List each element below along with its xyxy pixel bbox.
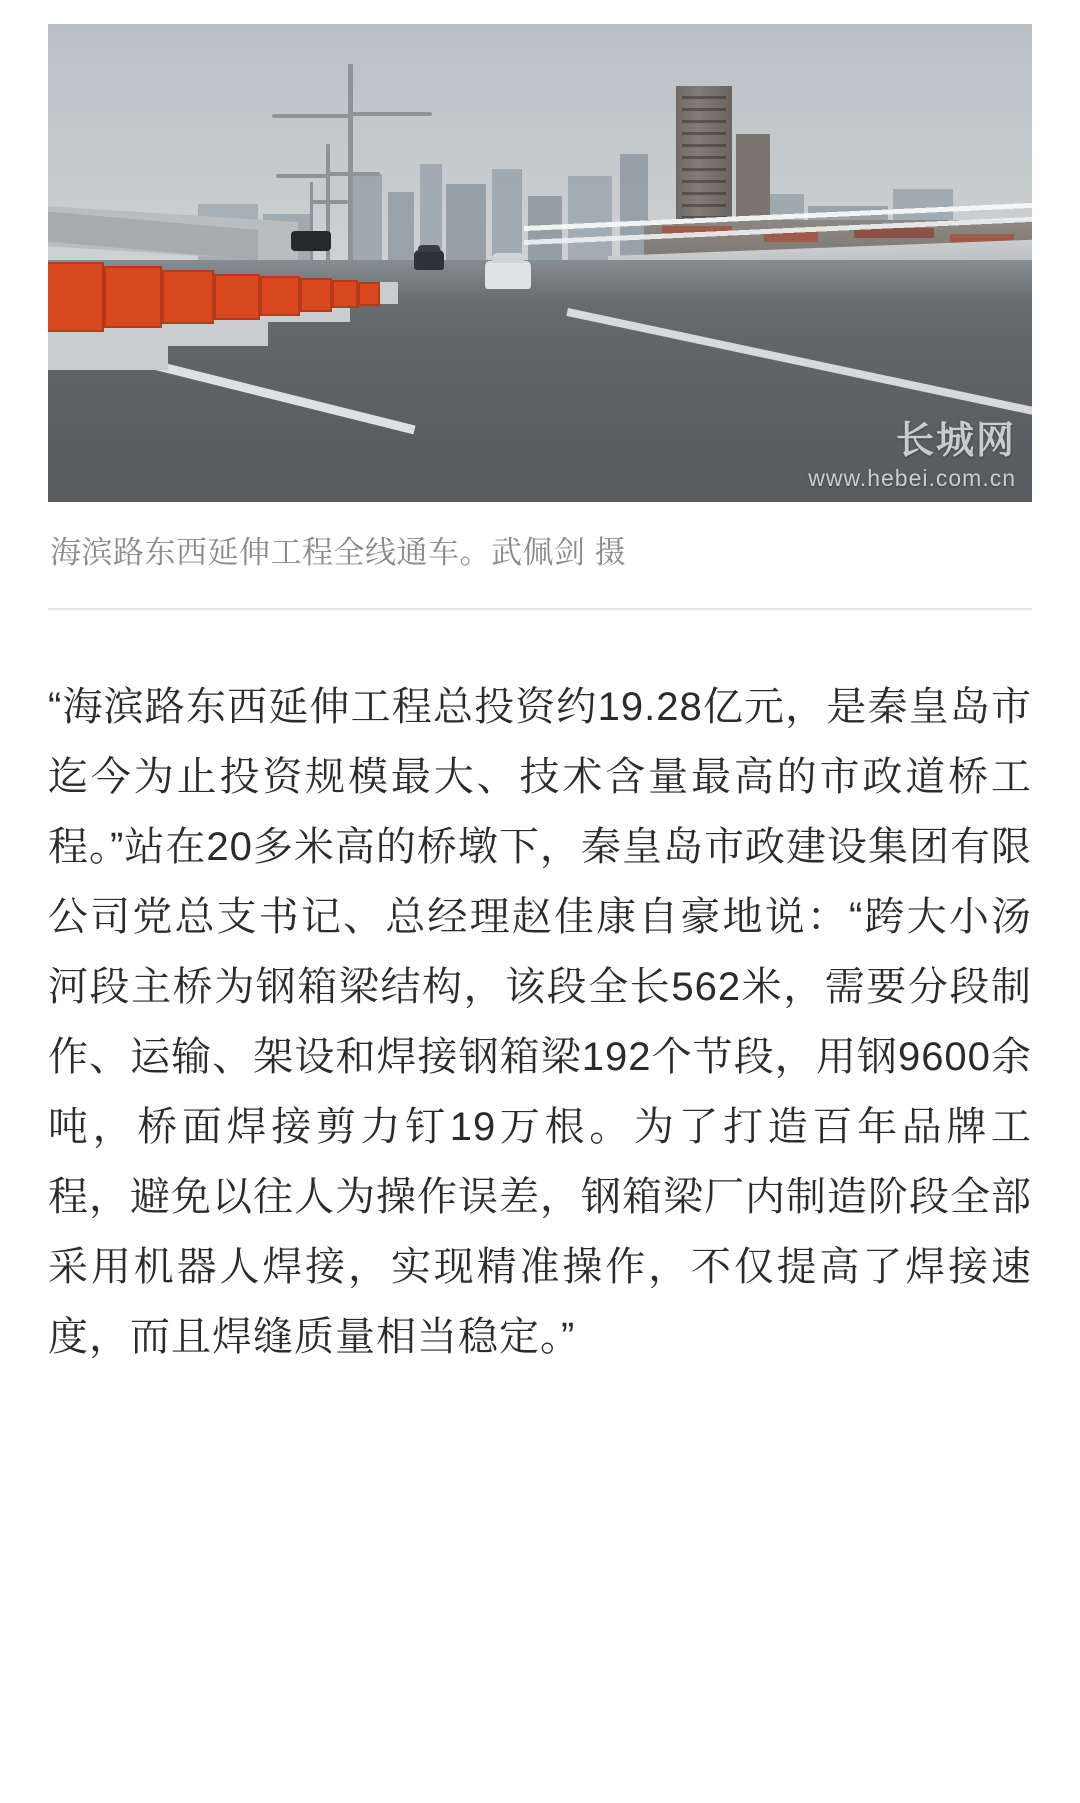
barrier-panel	[260, 276, 300, 316]
article-paragraph: “海滨路东西延伸工程总投资约19.28亿元，是秦皇岛市迄今为止投资规模最大、技术含量最高的市政道桥工程。”站在20多米高的桥墩下，秦皇岛市政建设集团有限公司党总支书记、总经理赵佳康自豪地说：“跨大小汤河段主桥为钢箱梁结构，该段全长562米，需要分段制作、运输、架设和焊接钢箱梁192个节段，用钢9600余吨，桥面焊接剪力钉19万根。为了打造百年品牌工程，避免以往人为操作误差，钢箱梁厂内制造阶段全部采用机器人焊接，实现精准操作，不仅提高了焊接速度，而且焊缝质量相当稳定。”	[48, 684, 1032, 1359]
light-pole-arm	[348, 112, 432, 116]
barrier-panel	[104, 266, 162, 328]
article-photo	[48, 24, 1032, 502]
vehicle	[414, 250, 444, 270]
barrier-panel	[214, 274, 260, 320]
barrier-panel	[300, 278, 332, 312]
watermark-url: www.hebei.com.cn	[808, 465, 1016, 491]
barrier-panel	[332, 280, 358, 308]
vehicle	[485, 261, 531, 289]
watermark-title: 长城网	[895, 420, 1016, 463]
watermark	[808, 421, 1016, 492]
light-pole-arm	[326, 172, 380, 176]
barrier-panel	[162, 270, 214, 324]
vehicle	[291, 231, 331, 251]
barrier-panel	[48, 262, 104, 332]
barrier-panel	[358, 282, 380, 306]
light-pole-arm	[276, 174, 328, 178]
figure-caption: 海滨路东西延伸工程全线通车。武佩剑 摄	[50, 535, 627, 570]
light-pole-arm	[272, 114, 350, 118]
light-pole-arm	[310, 200, 348, 204]
orange-traffic-barrier	[48, 220, 398, 370]
article-figure	[48, 24, 1032, 608]
